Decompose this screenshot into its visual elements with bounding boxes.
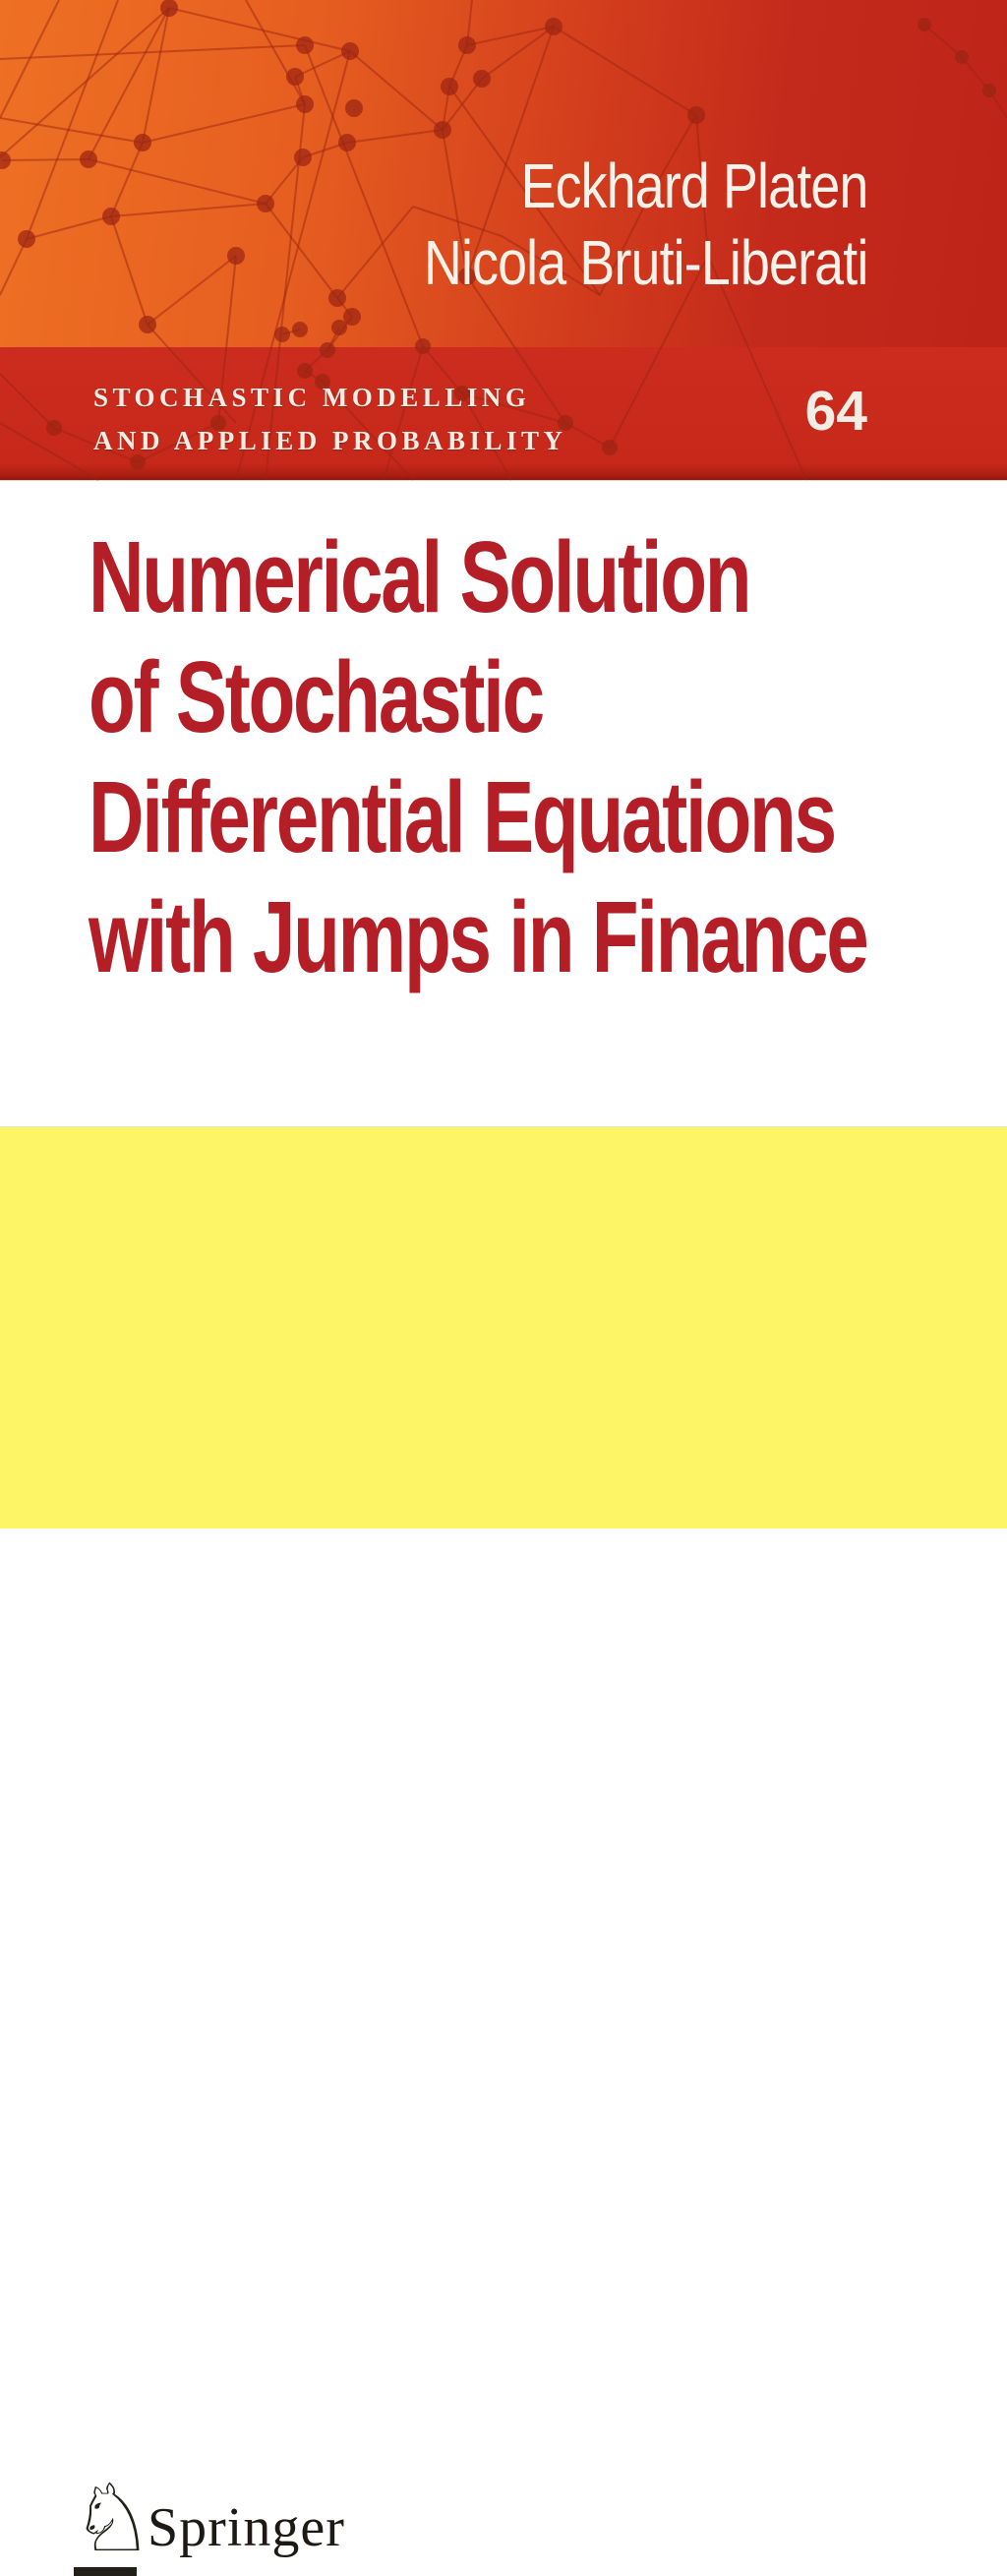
- series-title-line2: AND APPLIED PROBABILITY: [93, 426, 567, 455]
- springer-horse-icon: [71, 2465, 155, 2576]
- author-name-2: Nicola Bruti-Liberati: [423, 227, 867, 298]
- springer-logo: [71, 2465, 155, 2576]
- book-title: [89, 517, 867, 997]
- author-names: [424, 148, 867, 301]
- series-title: [93, 376, 567, 462]
- horse-knight-glyph: ♘: [71, 2465, 155, 2573]
- publisher-name: Springer: [148, 2497, 345, 2558]
- book-title-line3: Differential Equations: [89, 760, 835, 873]
- series-title-line1: STOCHASTIC MODELLING: [93, 383, 531, 412]
- book-title-line4: with Jumps in Finance: [89, 880, 867, 993]
- author-name-1: Eckhard Platen: [520, 150, 867, 221]
- cover-header: [0, 0, 1007, 480]
- series-volume-number: 64: [804, 380, 867, 443]
- book-title-line1: Numerical Solution: [89, 520, 750, 633]
- book-title-line2: of Stochastic: [89, 640, 543, 753]
- publisher-band: [0, 1126, 1007, 2573]
